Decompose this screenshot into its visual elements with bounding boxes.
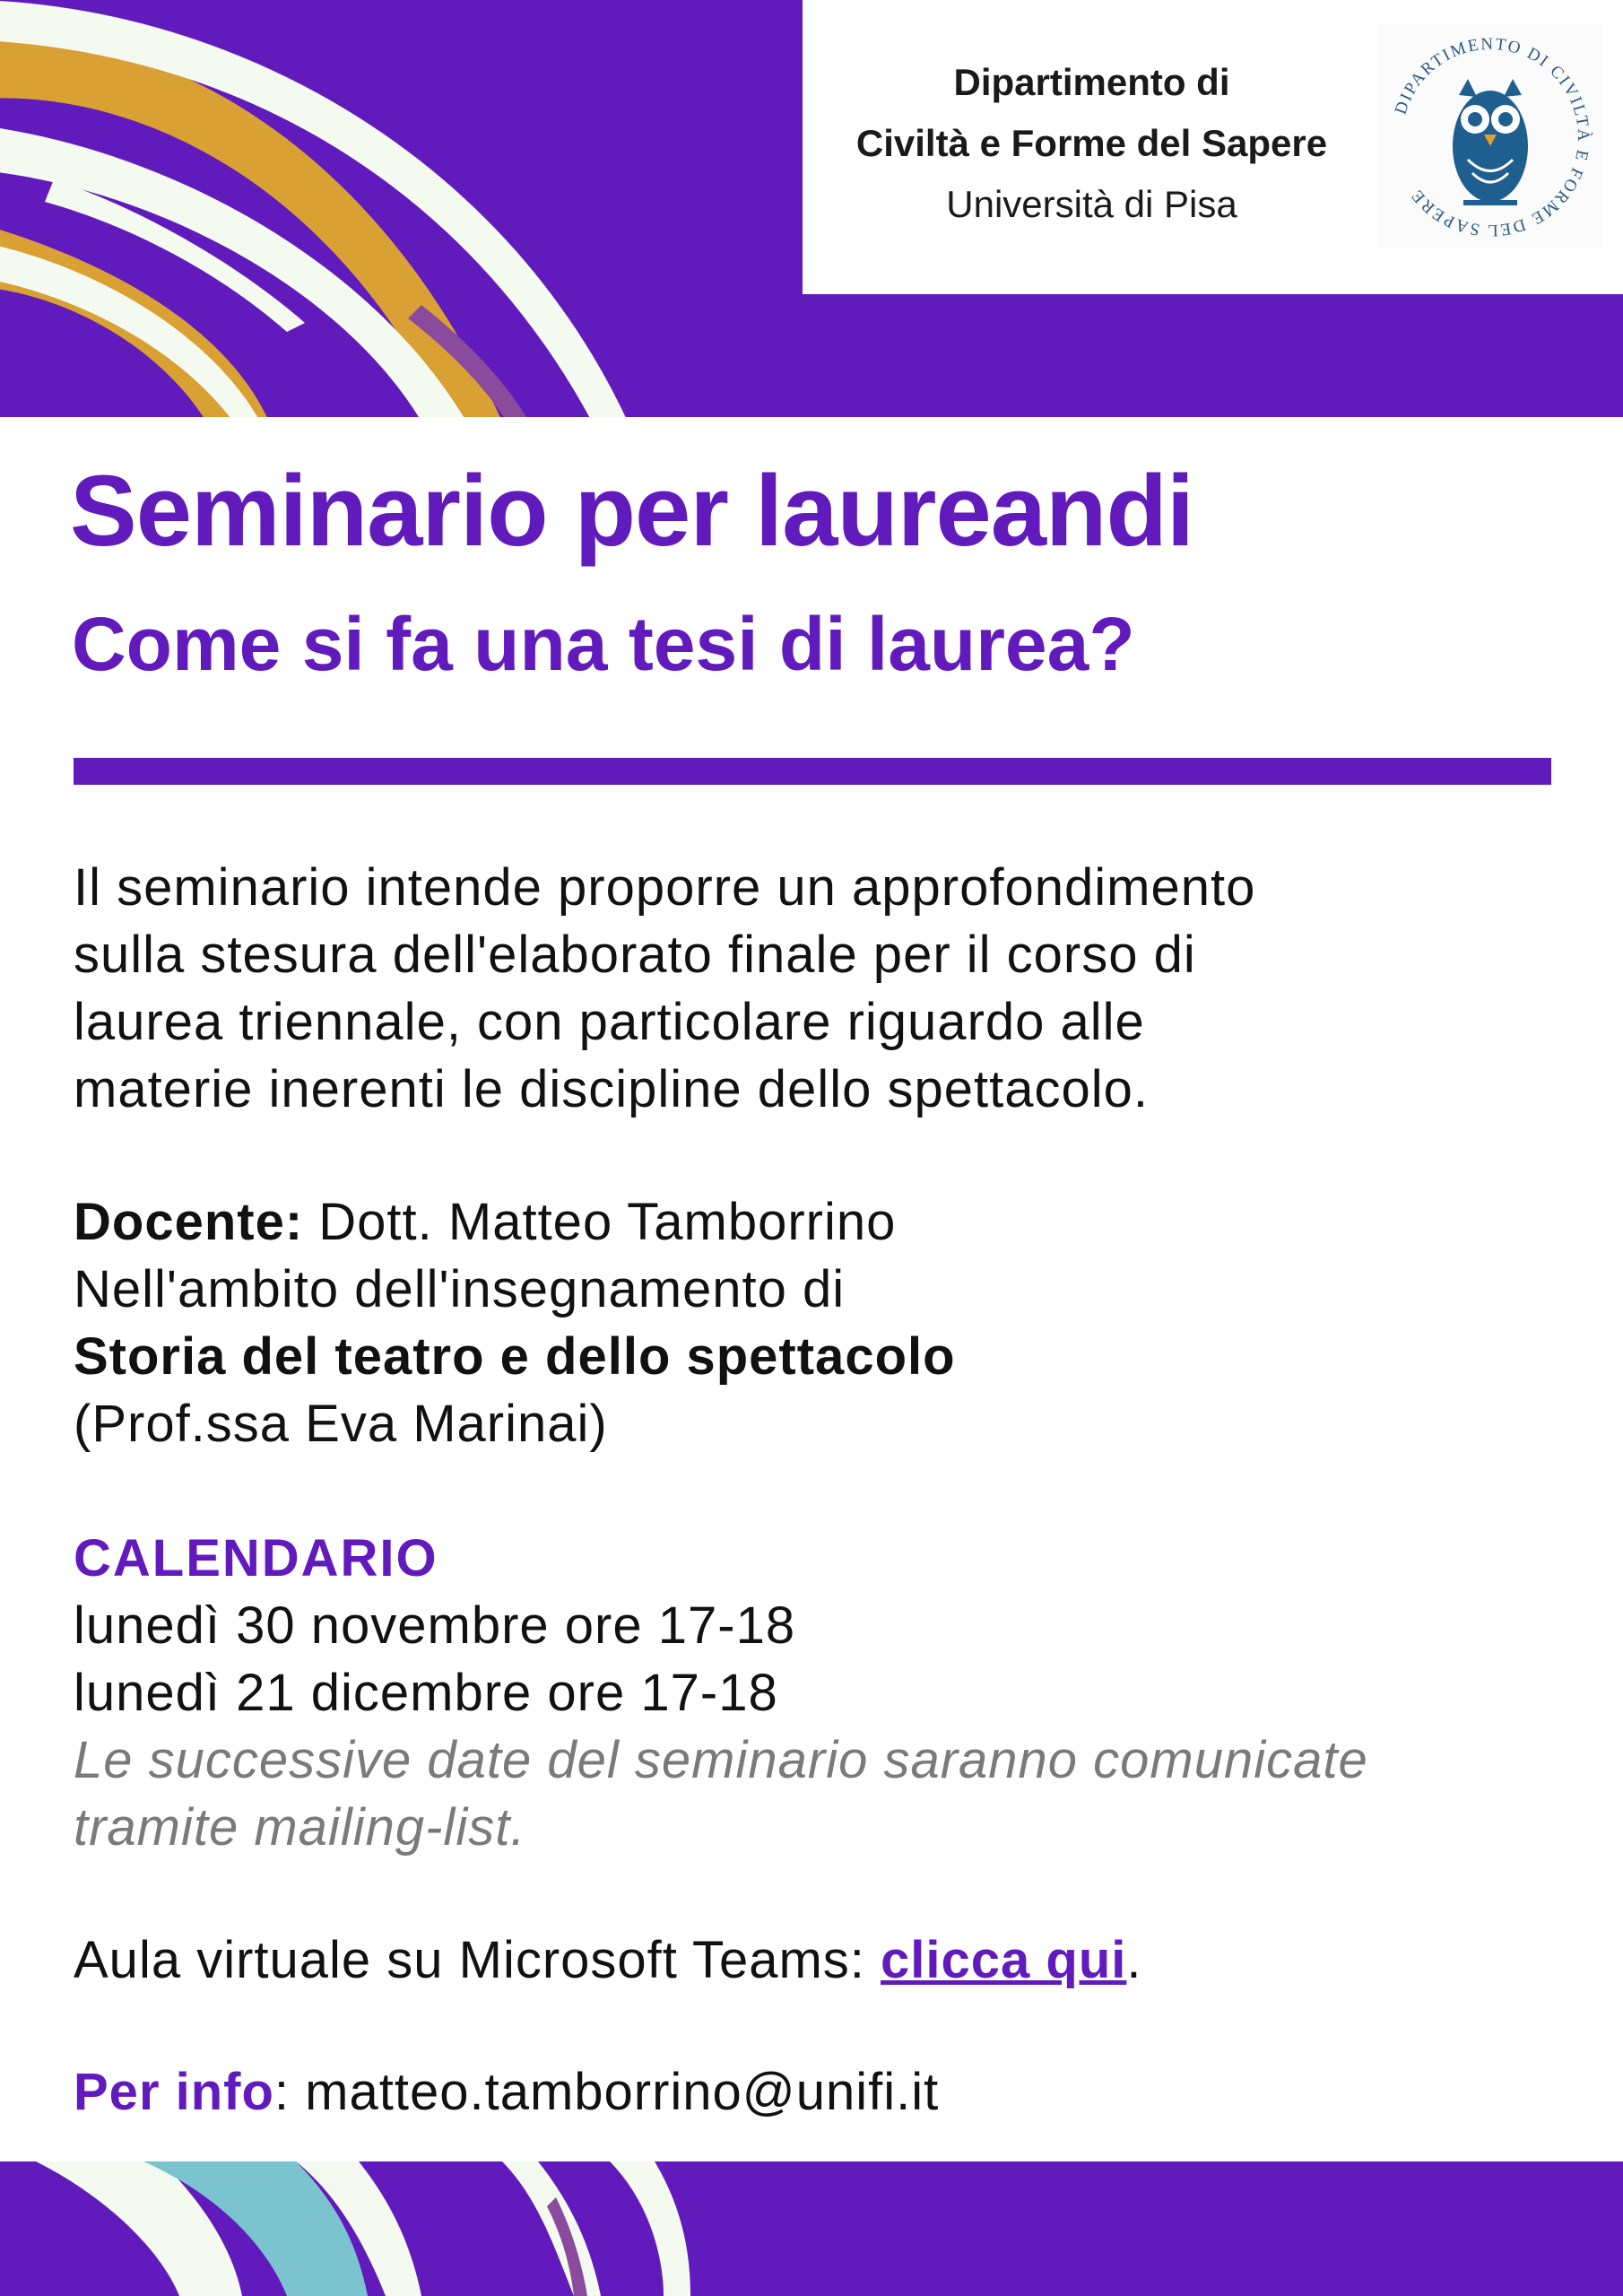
footer-banner <box>0 2161 1623 2296</box>
seal-text: DIPARTIMENTO DI CIVILTÀ E FORME DEL SAPERE <box>1391 34 1593 240</box>
intro-line: sulla stesura dell'elaborato finale per il corso di <box>74 926 1196 984</box>
docente-label: Docente: <box>74 1193 304 1251</box>
teams-link[interactable]: clicca qui <box>881 1931 1127 1989</box>
university-name: Università di Pisa <box>946 183 1237 225</box>
page-title: Seminario per laureandi <box>70 455 1193 567</box>
docente-line <box>74 1188 1580 1256</box>
calendar-date: lunedì 30 novembre ore 17-18 <box>74 1596 796 1655</box>
divider <box>74 758 1551 785</box>
info-line <box>74 2058 1580 2126</box>
info-row <box>74 2058 1580 2126</box>
dept-line-2: Civiltà e Forme del Sapere <box>855 122 1328 164</box>
intro-line: laurea triennale, con particolare riguardo alle <box>74 993 1145 1051</box>
department-header <box>803 0 1623 294</box>
calendar-section <box>74 1525 1580 1861</box>
info-email[interactable]: matteo.tamborrino@unifi.it <box>305 2063 940 2121</box>
info-colon: : <box>273 2063 306 2121</box>
calendar-note: Le successive date del seminario saranno comunicate <box>74 1731 1368 1789</box>
intro-paragraph <box>74 854 1580 1123</box>
owl-seal-logo <box>1378 25 1602 249</box>
professor-name: (Prof.ssa Eva Marinai) <box>74 1395 608 1453</box>
brushstroke-decoration <box>0 2161 807 2296</box>
intro-line: materie inerenti le discipline dello spettacolo. <box>74 1060 1149 1118</box>
teams-text: Aula virtuale su Microsoft Teams: <box>74 1931 881 1989</box>
dept-line-1: Dipartimento di <box>953 61 1230 103</box>
info-label: Per info <box>74 2063 274 2121</box>
teams-period: . <box>1126 1931 1142 1989</box>
header-banner <box>0 0 1623 417</box>
page-subtitle: Come si fa una tesi di laurea? <box>72 602 1135 686</box>
ambito-text: Nell'ambito dell'insegnamento di <box>74 1260 846 1318</box>
department-name <box>803 52 1381 235</box>
calendar-date: lunedì 21 dicembre ore 17-18 <box>74 1664 778 1722</box>
teams-row <box>74 1926 1580 1994</box>
docente-section <box>74 1188 1580 1457</box>
brushstroke-decoration <box>0 0 807 417</box>
calendar-heading: CALENDARIO <box>74 1529 438 1587</box>
course-name: Storia del teatro e dello spettacolo <box>74 1327 956 1386</box>
intro-line: Il seminario intende proporre un approfondimento <box>74 858 1256 917</box>
calendar-note: tramite mailing-list. <box>74 1798 526 1857</box>
docente-name: Dott. Matteo Tamborrino <box>318 1193 897 1251</box>
teams-line <box>74 1926 1580 1994</box>
